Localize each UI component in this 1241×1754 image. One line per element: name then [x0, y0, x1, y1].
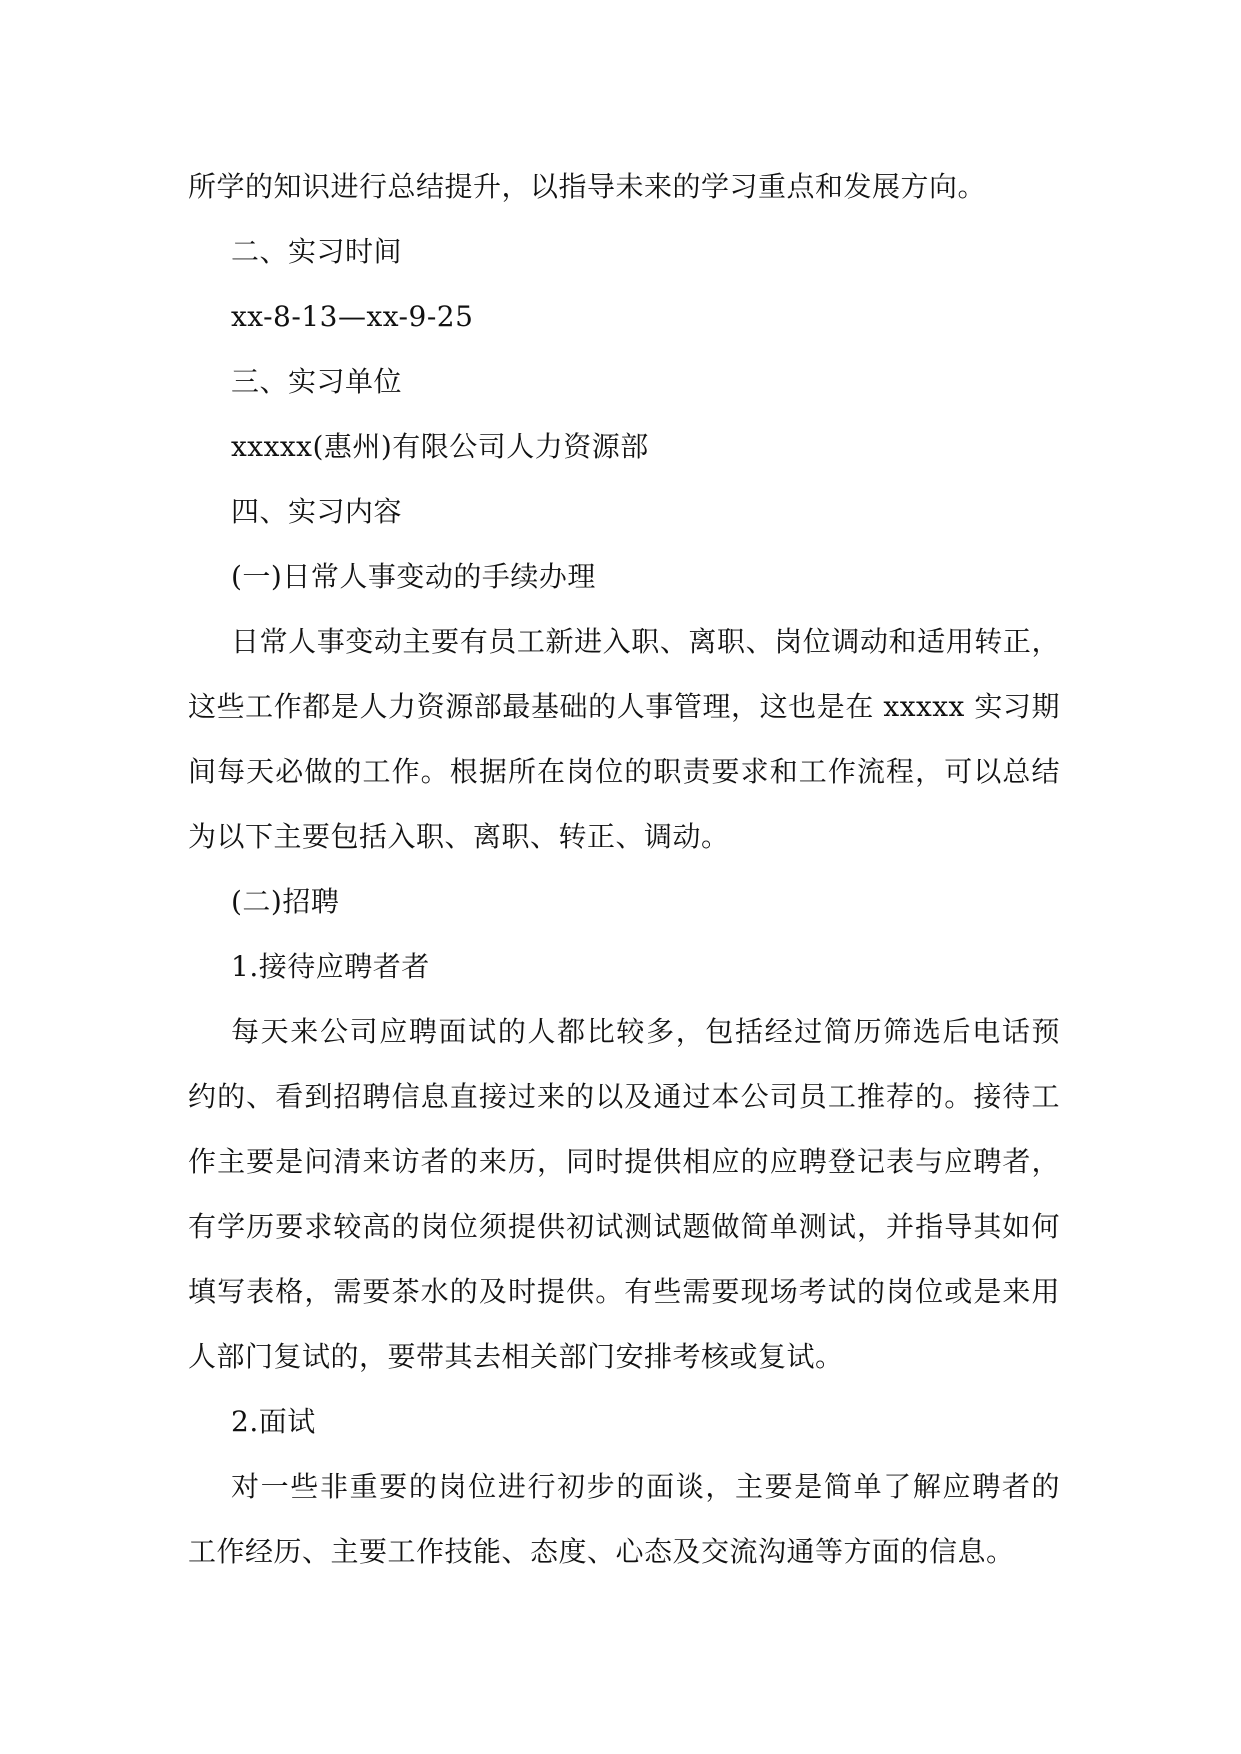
paragraph-line: 为以下主要包括入职、离职、转正、调动。: [188, 820, 730, 853]
item-heading-reception: 1.接待应聘者者: [231, 950, 430, 983]
section-heading-unit: 三、实习单位: [231, 365, 403, 398]
section-heading-time: 二、实习时间: [231, 235, 403, 268]
paragraph-line: 作主要是问清来访者的来历，同时提供相应的应聘登记表与应聘者，: [188, 1145, 1060, 1178]
paragraph-line: 这些工作都是人力资源部最基础的人事管理，这也是在 xxxxx 实习期: [188, 690, 1060, 723]
paragraph-line: 填写表格，需要茶水的及时提供。有些需要现场考试的岗位或是来用: [188, 1275, 1060, 1308]
paragraph-line: 人部门复试的，要带其去相关部门安排考核或复试。: [188, 1340, 844, 1373]
item-heading-interview: 2.面试: [231, 1405, 316, 1438]
paragraph-line: 有学历要求较高的岗位须提供初试测试题做简单测试，并指导其如何: [188, 1210, 1060, 1243]
document-body: [188, 154, 1060, 1584]
paragraph-line: 每天来公司应聘面试的人都比较多，包括经过简历筛选后电话预: [231, 1015, 1060, 1048]
subsection-heading-recruitment: (二)招聘: [231, 885, 340, 918]
internship-dates: xx-8-13—xx-9-25: [231, 300, 474, 333]
paragraph-line: 工作经历、主要工作技能、态度、心态及交流沟通等方面的信息。: [188, 1535, 1015, 1568]
section-heading-content: 四、实习内容: [231, 495, 403, 528]
paragraph-line: 约的、看到招聘信息直接过来的以及通过本公司员工推荐的。接待工: [188, 1080, 1060, 1113]
paragraph-line: 对一些非重要的岗位进行初步的面谈，主要是简单了解应聘者的: [231, 1470, 1060, 1503]
paragraph-line: 间每天必做的工作。根据所在岗位的职责要求和工作流程，可以总结: [188, 755, 1060, 788]
paragraph-line: 所学的知识进行总结提升，以指导未来的学习重点和发展方向。: [188, 170, 987, 203]
subsection-heading-personnel: (一)日常人事变动的手续办理: [231, 560, 596, 593]
paragraph-line: 日常人事变动主要有员工新进入职、离职、岗位调动和适用转正，: [231, 625, 1060, 658]
internship-company: xxxxx(惠州)有限公司人力资源部: [231, 430, 649, 463]
